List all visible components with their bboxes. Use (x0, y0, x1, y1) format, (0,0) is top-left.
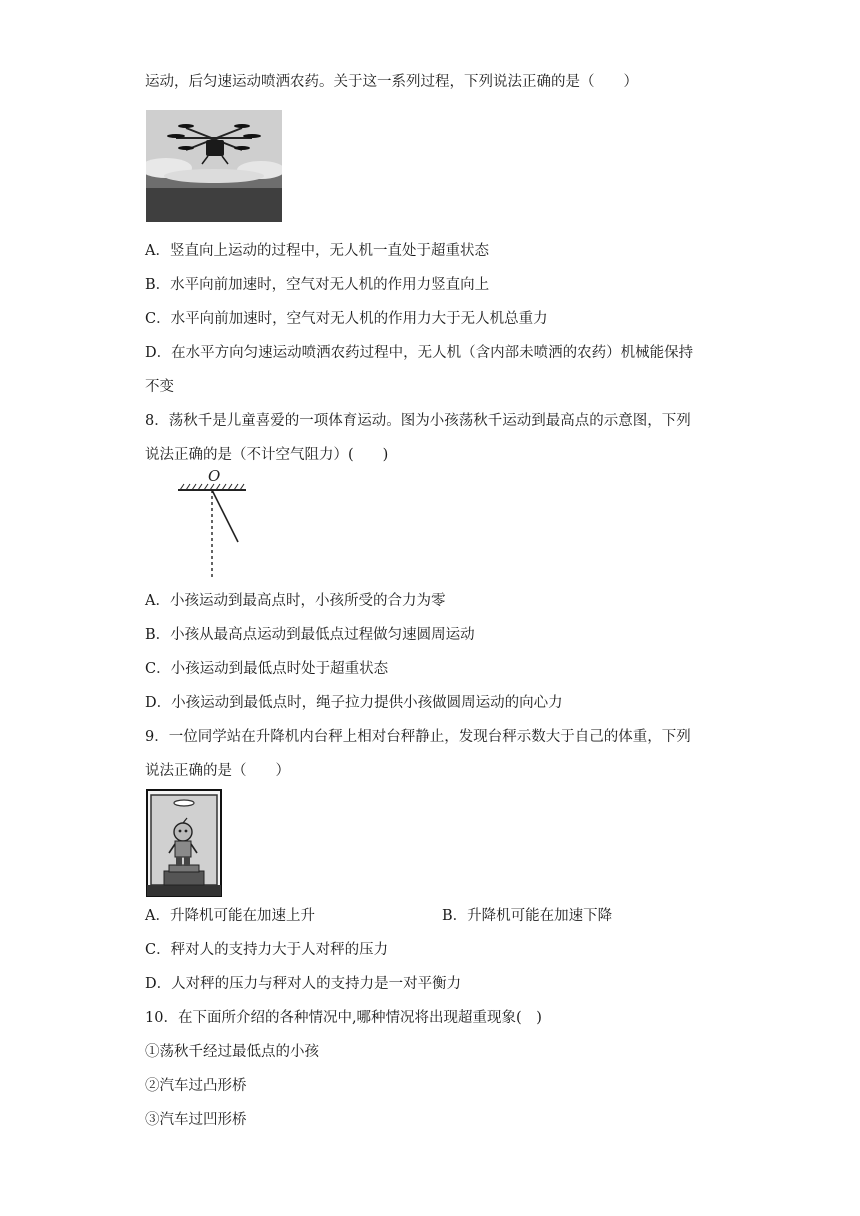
q9-option-c: C．秤对人的支持力大于人对秤的压力 (145, 942, 389, 958)
q7-option-d-line2: 不变 (145, 379, 174, 395)
q9-option-b: B．升降机可能在加速下降 (442, 908, 613, 924)
q8-option-d: D．小孩运动到最低点时，绳子拉力提供小孩做圆周运动的向心力 (145, 695, 563, 711)
q7-option-c: C．水平向前加速时，空气对无人机的作用力大于无人机总重力 (145, 311, 548, 327)
q7-option-a: A．竖直向上运动的过程中，无人机一直处于超重状态 (145, 243, 489, 259)
elevator-figure (146, 789, 222, 897)
drone-photo (146, 110, 282, 222)
q10-stem: 10．在下面所介绍的各种情况中,哪种情况将出现超重现象( ) (145, 1010, 542, 1026)
q7-option-b: B．水平向前加速时，空气对无人机的作用力竖直向上 (145, 277, 490, 293)
q9-stem-line1: 9．一位同学站在升降机内台秤上相对台秤静止，发现台秤示数大于自己的体重，下列 (145, 729, 691, 745)
q7-option-d-line1: D．在水平方向匀速运动喷洒农药过程中，无人机（含内部未喷洒的农药）机械能保持 (145, 345, 694, 361)
q10-item-3: ③汽车过凹形桥 (145, 1112, 247, 1128)
swing-pivot-label: O (208, 470, 221, 485)
q9-option-a: A．升降机可能在加速上升 (145, 908, 315, 924)
q8-option-b: B．小孩从最高点运动到最低点过程做匀速圆周运动 (145, 627, 475, 643)
q8-option-c: C．小孩运动到最低点时处于超重状态 (145, 661, 389, 677)
q8-option-a: A．小孩运动到最高点时，小孩所受的合力为零 (145, 593, 446, 609)
q10-item-2: ②汽车过凸形桥 (145, 1078, 247, 1094)
q8-stem-line1: 8．荡秋千是儿童喜爱的一项体育运动。图为小孩荡秋千运动到最高点的示意图，下列 (145, 413, 691, 429)
q7-stem: 运动，后匀速运动喷洒农药。关于这一系列过程，下列说法正确的是（ ） (145, 74, 638, 90)
q9-option-d: D．人对秤的压力与秤对人的支持力是一对平衡力 (145, 976, 462, 992)
q9-stem-line2: 说法正确的是（ ） (145, 763, 290, 779)
q8-stem-line2: 说法正确的是（不计空气阻力）( ) (145, 447, 389, 463)
swing-diagram (170, 470, 250, 582)
q10-item-1: ①荡秋千经过最低点的小孩 (145, 1044, 319, 1060)
